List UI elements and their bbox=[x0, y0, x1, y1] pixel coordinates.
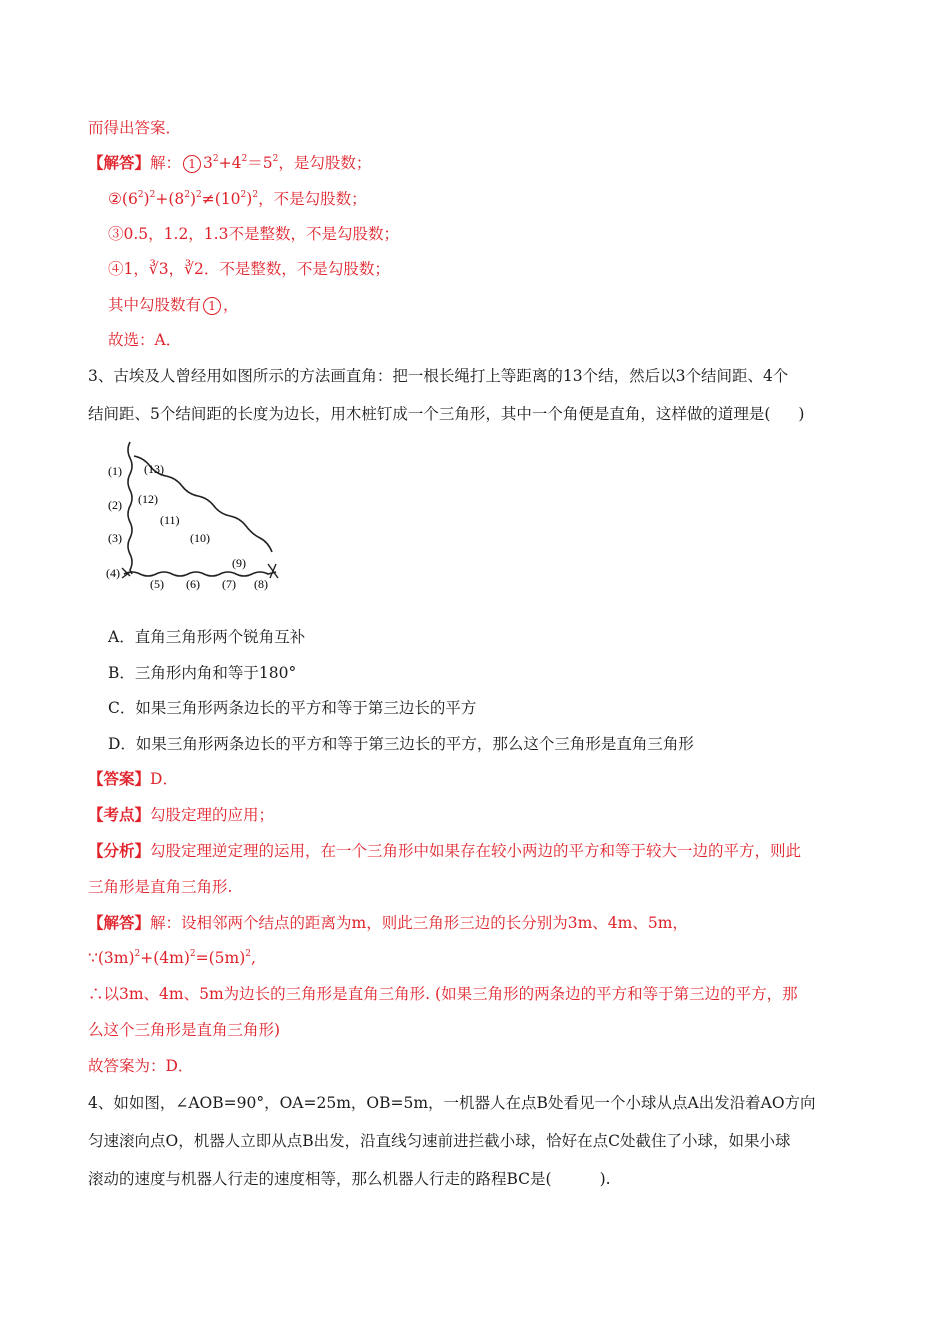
question-3-stem-1: 3、古埃及人曾经用如图所示的方法画直角：把一根长绳打上等距离的13个结，然后以3个结间距、4个 bbox=[88, 367, 789, 385]
knowledge-point-line bbox=[88, 805, 274, 825]
text-span: ，不是勾股数； bbox=[258, 190, 367, 208]
text-span: +(4m) bbox=[140, 949, 190, 967]
text-span: ， bbox=[223, 296, 239, 314]
analysis-line-1 bbox=[88, 841, 801, 861]
answer-line-5 bbox=[108, 295, 239, 315]
text-span: 结间距、5个结间距的长度为边长，用木桩钉成一个三角形，其中一个角便是直角，这样做的道理是( bbox=[88, 405, 771, 423]
exp: 2 bbox=[240, 190, 247, 200]
text-span: =(5m) bbox=[195, 949, 246, 967]
text-span: ②(6 bbox=[108, 190, 138, 208]
knot-label: (7) bbox=[222, 577, 236, 591]
text-span: ). bbox=[599, 1170, 611, 1188]
text-span: ≠(10 bbox=[201, 190, 241, 208]
stake-mark bbox=[268, 564, 278, 578]
knot-label: (9) bbox=[232, 556, 246, 570]
exp: 2 bbox=[212, 154, 219, 164]
text-span: ，是勾股数； bbox=[278, 154, 372, 172]
exp: 2 bbox=[184, 190, 190, 200]
text-line: 而得出答案． bbox=[88, 119, 182, 137]
answer-line-2 bbox=[108, 189, 367, 209]
exp: 2 bbox=[134, 949, 141, 959]
question-4-line-2: 匀速滚向点O，机器人立即从点B出发，沿直线匀速前进拦截小球，恰好在点C处截住了小球，如果小球 bbox=[88, 1132, 791, 1150]
question-4-line-1: 4、如如图，∠AOB=90°，OA=25m，OB=5m，一机器人在点B处看见一个小球从点A出发沿着AO方向 bbox=[88, 1094, 816, 1112]
text-span: 其中勾股数有 bbox=[108, 296, 202, 314]
text-span: ) bbox=[246, 190, 253, 208]
knot-label: (10) bbox=[190, 531, 210, 545]
text-span: ) bbox=[189, 190, 197, 208]
knot-label: (4) bbox=[106, 566, 120, 580]
text-span: ＝5 bbox=[247, 154, 273, 172]
exp: 2 bbox=[252, 190, 259, 200]
exp: 2 bbox=[196, 190, 202, 200]
question-4-line-3 bbox=[88, 1169, 611, 1189]
text-span: 勾股定理逆定理的运用，在一个三角形中如果存在较小两边的平方和等于较大一边的平方，则此 bbox=[150, 842, 802, 860]
knot-label: (6) bbox=[186, 577, 200, 591]
circled-number: 1 bbox=[183, 155, 201, 173]
answer-line-1 bbox=[88, 153, 371, 173]
solution-line-4: 么这个三角形是直角三角形) bbox=[88, 1021, 281, 1039]
text-span: 解： bbox=[150, 154, 182, 172]
text-span: 3 bbox=[203, 154, 213, 172]
option-d: D．如果三角形两条边长的平方和等于第三边长的平方，那么这个三角形是直角三角形 bbox=[108, 735, 694, 753]
text-span: ∵(3m) bbox=[88, 949, 135, 967]
knowledge-tag: 【考点】 bbox=[88, 805, 151, 824]
knot-label: (12) bbox=[138, 492, 158, 506]
text-span: , bbox=[251, 949, 256, 967]
knot-label: (2) bbox=[108, 498, 122, 512]
analysis-line-2: 三角形是直角三角形. bbox=[88, 878, 233, 896]
solution-tag: 【解答】 bbox=[88, 153, 151, 172]
rope-vertical bbox=[128, 442, 132, 574]
question-3-stem-2 bbox=[88, 404, 804, 424]
option-c: C．如果三角形两条边长的平方和等于第三边长的平方 bbox=[108, 699, 477, 717]
text-span: 解：设相邻两个结点的距离为m，则此三角形三边的长分别为3m、4m、5m， bbox=[150, 914, 688, 932]
solution-line-1 bbox=[88, 913, 688, 933]
answer-line bbox=[88, 769, 178, 789]
text-span: 勾股定理的应用； bbox=[150, 806, 275, 824]
option-a: A．直角三角形两个锐角互补 bbox=[108, 628, 306, 646]
final-answer-line: 故答案为：D． bbox=[88, 1057, 194, 1075]
text-span: ) bbox=[798, 405, 805, 423]
answer-tag: 【答案】 bbox=[88, 769, 151, 788]
exp: 2 bbox=[189, 949, 196, 959]
exp: 2 bbox=[149, 190, 156, 200]
knot-label: (11) bbox=[160, 513, 180, 527]
rope-horizontal bbox=[124, 572, 276, 576]
knot-label: (5) bbox=[150, 577, 164, 591]
circled-number: 1 bbox=[203, 297, 221, 315]
knot-label: (13) bbox=[144, 462, 164, 476]
knot-label: (3) bbox=[108, 531, 122, 545]
answer-line-4: ④1，∛3，∛2．不是整数，不是勾股数； bbox=[108, 260, 390, 278]
answer-value: D． bbox=[150, 770, 178, 788]
exp: 2 bbox=[272, 154, 279, 164]
text-span: +4 bbox=[218, 154, 242, 172]
text-span: 滚动的速度与机器人行走的速度相等，那么机器人行走的路程BC是( bbox=[88, 1170, 552, 1188]
solution-line-3: ∴以3m、4m、5m为边长的三角形是直角三角形. (如果三角形的两条边的平方和等于第三边的平方，那 bbox=[88, 985, 798, 1003]
knot-label: (1) bbox=[108, 464, 122, 478]
exp: 2 bbox=[241, 154, 248, 164]
exp: 2 bbox=[137, 190, 144, 200]
answer-line-6: 故选：A． bbox=[108, 331, 182, 349]
text-span: +(8 bbox=[155, 190, 185, 208]
solution-tag: 【解答】 bbox=[88, 913, 151, 932]
rope-triangle-figure bbox=[100, 438, 290, 596]
analysis-tag: 【分析】 bbox=[88, 841, 151, 860]
knot-label: (8) bbox=[254, 577, 268, 591]
option-b: B．三角形内角和等于180° bbox=[108, 664, 297, 682]
solution-line-2 bbox=[88, 948, 256, 968]
exp: 2 bbox=[245, 949, 252, 959]
text-span: ) bbox=[143, 190, 150, 208]
answer-line-3: ③0.5，1.2，1.3不是整数，不是勾股数； bbox=[108, 225, 399, 243]
